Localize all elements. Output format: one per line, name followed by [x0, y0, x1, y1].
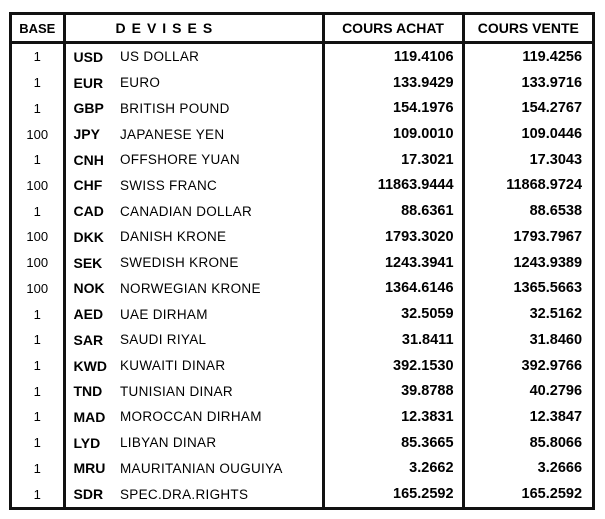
base-cell: 1	[12, 456, 64, 482]
buy-rate: 109.0010	[323, 121, 463, 147]
sell-rate: 119.4256	[522, 48, 583, 65]
table-row	[12, 70, 592, 96]
header-base: BASE	[12, 15, 64, 43]
header-cours-achat: COURS ACHAT	[323, 15, 463, 43]
table-row	[12, 147, 592, 173]
currency-name: NORWEGIAN KRONE	[114, 276, 323, 302]
buy-rate: 119.4106	[323, 43, 463, 70]
base-cell: 1	[12, 301, 64, 327]
buy-rate: 85.3665	[323, 430, 463, 456]
exchange-rate-table	[12, 15, 592, 507]
currency-code: KWD	[73, 357, 107, 374]
base-cell: 100	[12, 276, 64, 302]
currency-code: LYD	[73, 434, 101, 451]
currency-code: TND	[73, 383, 103, 400]
base-cell: 1	[12, 378, 64, 404]
header-row	[12, 15, 592, 43]
buy-rate: 12.3831	[323, 404, 463, 430]
buy-rate: 17.3021	[323, 147, 463, 173]
currency-name: US DOLLAR	[114, 43, 323, 70]
sell-rate: 1793.7967	[513, 228, 583, 245]
buy-rate: 39.8788	[323, 378, 463, 404]
sell-rate: 32.5162	[529, 306, 583, 323]
header-devises: DEVISES	[64, 15, 323, 43]
sell-rate: 11868.9724	[506, 177, 583, 194]
table-row	[12, 173, 592, 199]
table-row	[12, 250, 592, 276]
buy-rate: 154.1976	[323, 95, 463, 121]
table-row	[12, 430, 592, 456]
table-row	[12, 404, 592, 430]
buy-rate: 1364.6146	[323, 276, 463, 302]
table-row	[12, 301, 592, 327]
base-cell: 100	[12, 250, 64, 276]
buy-rate: 32.5059	[323, 301, 463, 327]
currency-code: GBP	[73, 100, 104, 117]
currency-name: KUWAITI DINAR	[114, 353, 323, 379]
currency-code: JPY	[73, 126, 100, 143]
table-row	[12, 121, 592, 147]
sell-rate: 1365.5663	[513, 280, 583, 297]
currency-code: DKK	[73, 228, 104, 245]
currency-code: MAD	[73, 408, 106, 425]
currency-name: BRITISH POUND	[114, 95, 323, 121]
base-cell: 1	[12, 198, 64, 224]
currency-name: SAUDI RIYAL	[114, 327, 323, 353]
table-row	[12, 481, 592, 507]
buy-rate: 133.9429	[323, 70, 463, 96]
table-row	[12, 198, 592, 224]
base-cell: 1	[12, 70, 64, 96]
sell-rate: 165.2592	[521, 486, 583, 503]
sell-rate: 12.3847	[529, 408, 583, 425]
table-row	[12, 43, 592, 70]
buy-rate: 1243.3941	[323, 250, 463, 276]
currency-code: AED	[73, 306, 104, 323]
sell-rate: 154.2767	[521, 100, 583, 117]
currency-code: SEK	[73, 254, 103, 271]
currency-code: EUR	[73, 74, 104, 91]
base-cell: 1	[12, 430, 64, 456]
currency-code: MRU	[73, 460, 106, 477]
base-cell: 1	[12, 353, 64, 379]
currency-name: TUNISIAN DINAR	[114, 378, 323, 404]
base-cell: 1	[12, 147, 64, 173]
header-cours-vente: COURS VENTE	[463, 15, 592, 43]
buy-rate: 88.6361	[323, 198, 463, 224]
sell-rate: 85.8066	[529, 434, 583, 451]
sell-rate: 88.6538	[529, 203, 583, 220]
buy-rate: 3.2662	[323, 456, 463, 482]
currency-code: NOK	[73, 280, 105, 297]
table-row	[12, 353, 592, 379]
currency-name: MAURITANIAN OUGUIYA	[114, 456, 323, 482]
table-row	[12, 224, 592, 250]
base-cell: 1	[12, 43, 64, 70]
sell-rate: 3.2666	[537, 460, 583, 477]
base-cell: 1	[12, 481, 64, 507]
sell-rate: 40.2796	[529, 383, 583, 400]
sell-rate: 133.9716	[521, 74, 583, 91]
currency-name: JAPANESE YEN	[114, 121, 323, 147]
table-body	[12, 43, 592, 508]
buy-rate: 11863.9444	[323, 173, 463, 199]
currency-name: DANISH KRONE	[114, 224, 323, 250]
sell-rate: 17.3043	[529, 151, 583, 168]
currency-name: CANADIAN DOLLAR	[114, 198, 323, 224]
currency-code: SDR	[73, 486, 104, 503]
currency-code: SAR	[73, 331, 104, 348]
buy-rate: 392.1530	[323, 353, 463, 379]
currency-name: SPEC.DRA.RIGHTS	[114, 481, 323, 507]
table-row	[12, 327, 592, 353]
base-cell: 1	[12, 404, 64, 430]
currency-name: LIBYAN DINAR	[114, 430, 323, 456]
currency-name: UAE DIRHAM	[114, 301, 323, 327]
base-cell: 100	[12, 173, 64, 199]
sell-rate: 31.8460	[529, 331, 583, 348]
currency-name: EURO	[114, 70, 323, 96]
currency-name: MOROCCAN DIRHAM	[114, 404, 323, 430]
buy-rate: 1793.3020	[323, 224, 463, 250]
sell-rate: 392.9766	[521, 357, 583, 374]
currency-name: SWEDISH KRONE	[114, 250, 323, 276]
buy-rate: 165.2592	[323, 481, 463, 507]
currency-code: USD	[73, 48, 104, 65]
base-cell: 1	[12, 327, 64, 353]
exchange-rate-table-frame	[9, 12, 595, 510]
table-row	[12, 276, 592, 302]
buy-rate: 31.8411	[323, 327, 463, 353]
sell-rate: 109.0446	[521, 126, 583, 143]
currency-code: CAD	[73, 203, 104, 220]
currency-code: CHF	[73, 177, 103, 194]
table-row	[12, 95, 592, 121]
currency-code: CNH	[73, 151, 104, 168]
base-cell: 100	[12, 224, 64, 250]
table-header	[12, 15, 592, 43]
sell-rate: 1243.9389	[513, 254, 583, 271]
base-cell: 1	[12, 95, 64, 121]
base-cell: 100	[12, 121, 64, 147]
table-row	[12, 378, 592, 404]
currency-name: OFFSHORE YUAN	[114, 147, 323, 173]
currency-name: SWISS FRANC	[114, 173, 323, 199]
table-row	[12, 456, 592, 482]
